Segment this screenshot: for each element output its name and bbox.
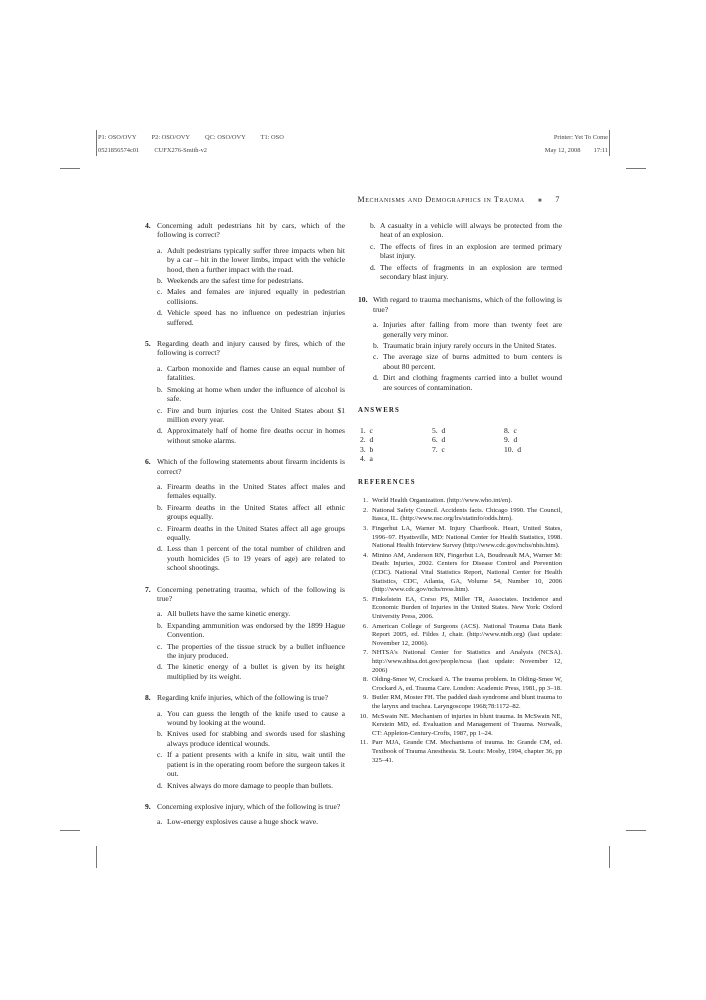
reference-text: NHTSA's National Center for Statistics and Analysis (NCSA). http://www.nhtsa.dot.gov/people/ncsa (last update: November 12, 2006) (372, 649, 562, 674)
answer-option (157, 406, 345, 425)
question-number: 4. (145, 221, 151, 230)
option-text: Weekends are the safest time for pedestrians. (167, 276, 304, 286)
answer-option (157, 524, 345, 543)
running-head-title: Mechanisms and Demographics in Trauma (357, 195, 525, 204)
crop-mark (626, 168, 646, 169)
answer-option (157, 817, 345, 826)
option-text: Firearm deaths in the United States affect all age groups equally. (167, 523, 345, 542)
question-text: Concerning explosive injury, which of the following is true? (157, 801, 341, 811)
header-printer: Printer: Yet To Come (553, 134, 608, 141)
answer-item: 6. d (432, 435, 446, 445)
option-text: Smoking at home when under the influence of alcohol is safe. (167, 384, 345, 404)
option-text: The average size of burns admitted to burn centers is about 80 percent. (383, 352, 562, 371)
reference-item (358, 623, 562, 649)
option-letter: d. (157, 308, 163, 318)
reference-number: 11. (360, 739, 368, 747)
option-text: Firearm deaths in the United States affect all ethnic groups equally. (167, 502, 345, 522)
answer-option (157, 482, 345, 501)
reference-number: 3. (363, 525, 368, 533)
option-text: Fire and burn injuries cost the United States about $1 million every year. (167, 405, 345, 424)
reference-text: Minino AM, Anderson RN, Fingerhut LA, Boudreault MA, Warner M: Death: Injuries, 2002. Centers for Disease Control and Prevention (CDC). National Vital Statistics Report, National Center for Health Statistics, CDC, Atlanta, GA, Volume 54, Number 10, 2006 (http://www.cdc.gov/nchs/nvss.htm). (372, 551, 562, 594)
answer-option (370, 242, 562, 261)
option-letter: c. (370, 241, 376, 251)
references-list (358, 497, 562, 765)
option-text: You can guess the length of the knife used to cause a wound by looking at the wound. (167, 708, 345, 728)
option-letter: a. (157, 609, 163, 619)
option-letter: c. (157, 523, 163, 533)
answer-option (370, 263, 562, 282)
header-t1: T1: OSO (260, 134, 284, 141)
option-letter: b. (157, 384, 163, 394)
reference-text: Olding-Smee W, Crockard A. The trauma problem. In Olding-Smee W, Crockard A, ed. Trauma Care. London: Academic Press, 1981, pp 3–18. (372, 676, 562, 692)
answer-item: 8. c (504, 425, 517, 435)
option-text: The properties of the tissue struck by a bullet influence the injury produced. (167, 641, 345, 661)
question-text: Regarding death and injury caused by fires, which of the following is correct? (157, 339, 345, 358)
reference-item (358, 525, 562, 551)
reference-number: 10. (359, 712, 368, 720)
reference-text: Fingerhut LA, Warner M. Injury Chartbook. Heart, United States, 1996–97. Hyattsville, MD: National Center for Health Statistics, 1998. National Health Interview Survey (http://www.cdc.gov/nchs/nhis.htm). (372, 525, 562, 550)
answer-item (504, 454, 544, 464)
printer-header-second-line (98, 147, 207, 154)
reference-text: Butler RM, Moster FH. The padded dash syndrome and blunt trauma to the larynx and trachea. Laryngoscope 1968;78:1172–82. (372, 694, 562, 710)
answer-item (432, 454, 504, 464)
option-text: Knives used for stabbing and swords used for slashing always produce identical wounds. (167, 729, 345, 748)
reference-number: 7. (363, 649, 368, 657)
reference-item (358, 739, 562, 765)
answer-item: 9. d (504, 435, 518, 445)
option-text: A casualty in a vehicle will always be protected from the heat of an explosion. (380, 221, 562, 240)
reference-item (358, 649, 562, 675)
answer-item: 2. d (360, 435, 374, 445)
question-text: With regard to trauma mechanisms, which of the following is true? (373, 295, 562, 314)
question-9 (145, 802, 345, 827)
reference-number: 5. (363, 595, 368, 603)
crop-mark (96, 130, 97, 156)
question-number: 7. (145, 584, 151, 594)
reference-number: 8. (363, 676, 368, 684)
answer-option (157, 308, 345, 327)
reference-text: Parr MJA, Grande CM. Mechanisms of trauma. In: Grande CM, ed. Textbook of Trauma Anesthesia. St. Louis: Mosby, 1994, chapter 36, pp 325–41. (372, 739, 562, 764)
answer-item: 4. a (360, 454, 373, 464)
reference-number: 1. (363, 497, 368, 505)
option-text: Firearm deaths in the United States affect males and females equally. (167, 481, 345, 501)
option-letter: c. (157, 405, 163, 415)
option-text: Approximately half of home fire deaths occur in homes without smoke alarms. (167, 426, 345, 445)
option-text: Traumatic brain injury rarely occurs in the United States. (383, 341, 557, 351)
option-text: Less than 1 percent of the total number of children and youth homicides (5 to 19 years of age) are related to school shootings. (167, 544, 345, 573)
header-code: CUFX276-Smith-v2 (154, 147, 207, 154)
running-head-bullet: ■ (537, 198, 543, 204)
answer-item: 3. b (360, 444, 374, 454)
question-5 (145, 339, 345, 445)
option-text: All bullets have the same kinetic energy. (167, 609, 291, 619)
references-heading: REFERENCES (358, 478, 416, 486)
option-text: Adult pedestrians typically suffer three impacts when hit by a car – hit in the lower limbs, impact with the vehicle hood, then a further impact with the road. (167, 245, 345, 274)
crop-mark (609, 846, 610, 868)
answer-option (157, 426, 345, 445)
answer-option (373, 320, 562, 339)
option-letter: c. (373, 352, 379, 362)
answer-option (157, 246, 345, 274)
answer-option (157, 287, 345, 306)
question-text: Which of the following statements about firearm incidents is correct? (157, 457, 345, 476)
option-letter: a. (157, 245, 163, 255)
option-letter: b. (157, 620, 163, 630)
option-letter: b. (370, 221, 376, 230)
answer-option (157, 750, 345, 778)
option-text: If a patient presents with a knife in situ, wait until the patient is in the operating room before the surgeon takes it out. (167, 750, 345, 779)
header-p1: P1: OSO/OVY (98, 134, 137, 141)
reference-item (358, 497, 562, 506)
option-letter: d. (370, 262, 376, 272)
question-number: 9. (145, 801, 151, 811)
answer-option (157, 709, 345, 728)
answer-item: 5. d (432, 425, 446, 435)
reference-number: 2. (363, 506, 368, 514)
reference-text: Finkelstein EA, Corso PS, Miller TR, Associates. Incidence and Economic Burden of Injuries in the United States. New York: Oxford University Press, 2006. (372, 595, 562, 620)
right-column (358, 221, 562, 766)
option-letter: d. (373, 373, 379, 383)
header-time: 17:11 (593, 147, 608, 154)
question-number: 8. (145, 693, 151, 703)
crop-mark (626, 830, 646, 831)
option-letter: a. (157, 481, 163, 491)
reference-item (358, 713, 562, 739)
crop-mark (60, 168, 80, 169)
answer-option (373, 373, 562, 392)
answer-item: 1. c (360, 425, 373, 435)
running-head (358, 195, 560, 204)
option-text: The effects of fires in an explosion are termed primary blast injury. (380, 241, 562, 261)
crop-mark (609, 130, 610, 156)
question-text: Concerning adult pedestrians hit by cars, which of the following is correct? (157, 221, 345, 240)
reference-item (358, 596, 562, 622)
printer-header (98, 134, 284, 141)
option-letter: a. (373, 320, 379, 330)
answer-option (373, 352, 562, 371)
reference-number: 6. (363, 622, 368, 630)
answers-heading: ANSWERS (358, 407, 401, 415)
option-text: Vehicle speed has no influence on pedestrian injuries suffered. (167, 308, 345, 327)
reference-item (358, 507, 562, 524)
option-letter: b. (373, 341, 379, 351)
question-4 (145, 221, 345, 327)
header-datetime (545, 147, 608, 154)
answer-option (157, 729, 345, 748)
option-text: Knives always do more damage to people than bullets. (167, 780, 333, 790)
reference-number: 9. (363, 694, 368, 702)
page-number: 7 (555, 195, 560, 204)
option-letter: a. (157, 708, 163, 718)
question-text: Regarding knife injuries, which of the following is true? (157, 693, 329, 703)
answer-item: 10. d (504, 444, 522, 454)
question-10 (358, 295, 562, 392)
reference-text: American College of Surgeons (ACS). National Trauma Data Bank Report 2005, ed. Fildes J, chair. (http://www.ntdb.org) (last update: November 12, 2006). (372, 622, 562, 647)
reference-item (358, 552, 562, 595)
answer-option (370, 221, 562, 240)
crop-mark (96, 846, 97, 868)
option-letter: c. (157, 750, 163, 760)
question-7 (145, 585, 345, 682)
option-letter: d. (157, 780, 163, 790)
reference-item (358, 694, 562, 711)
question-number: 10. (358, 295, 368, 305)
answer-item: 7. c (432, 444, 445, 454)
option-letter: d. (157, 544, 163, 554)
question-8 (145, 693, 345, 790)
option-letter: d. (157, 426, 163, 436)
header-p2: P2: OSO/OVY (151, 134, 190, 141)
option-text: Injuries after falling from more than twenty feet are generally very minor. (383, 320, 562, 339)
option-text: Dirt and clothing fragments carried into a bullet wound are sources of contamination. (383, 373, 562, 392)
option-letter: c. (157, 641, 163, 651)
header-date: May 12, 2008 (544, 147, 581, 154)
answer-option (157, 609, 345, 618)
question-6 (145, 457, 345, 572)
reference-text: McSwain NE. Mechanism of injuries in blunt trauma. In McSwain NE, Kerstein MD, ed. Evaluation and Management of Trauma. Norwalk, CT: Appleton-Century-Crofts, 1987, pp 1–24. (372, 712, 562, 737)
left-column (145, 221, 345, 839)
answer-option (157, 642, 345, 661)
question-number: 6. (145, 457, 151, 467)
option-text: Expanding ammunition was endorsed by the 1899 Hague Convention. (167, 620, 345, 640)
answer-option (157, 385, 345, 404)
reference-number: 4. (363, 551, 368, 559)
answer-option (157, 621, 345, 640)
option-letter: a. (157, 817, 163, 827)
option-letter: c. (157, 287, 163, 297)
header-qc: QC: OSO/OVY (205, 134, 246, 141)
option-text: The effects of fragments in an explosion are termed secondary blast injury. (380, 262, 562, 282)
option-text: Low-energy explosives cause a huge shock wave. (167, 817, 319, 827)
reference-text: National Safety Council. Accidents facts. Chicago 1990. The Council, Itasca, IL. (http://www.nsc.org/lrs/statinfo/odds.htm). (372, 506, 562, 523)
option-letter: b. (157, 276, 163, 286)
question-9-continued (358, 221, 562, 281)
reference-item (358, 676, 562, 693)
option-letter: d. (157, 662, 163, 672)
answer-option (157, 781, 345, 790)
option-letter: a. (157, 363, 163, 373)
option-letter: b. (157, 729, 163, 739)
answer-option (157, 276, 345, 285)
option-letter: b. (157, 502, 163, 512)
answer-option (157, 544, 345, 572)
header-id: 0521856574c01 (98, 147, 140, 154)
option-text: Carbon monoxide and flames cause an equal number of fatalities. (167, 363, 345, 383)
answer-option (157, 662, 345, 681)
crop-mark (60, 830, 80, 831)
option-text: Males and females are injured equally in pedestrian collisions. (167, 287, 345, 306)
question-number: 5. (145, 339, 151, 349)
answers-grid (358, 426, 562, 464)
option-text: The kinetic energy of a bullet is given by its height multiplied by its weight. (167, 662, 345, 681)
answer-option (157, 364, 345, 383)
answer-option (373, 341, 562, 350)
answer-option (157, 503, 345, 522)
reference-text: World Health Organization. (http://www.who.int/en). (372, 497, 513, 505)
question-text: Concerning penetrating trauma, which of the following is true? (157, 584, 345, 603)
